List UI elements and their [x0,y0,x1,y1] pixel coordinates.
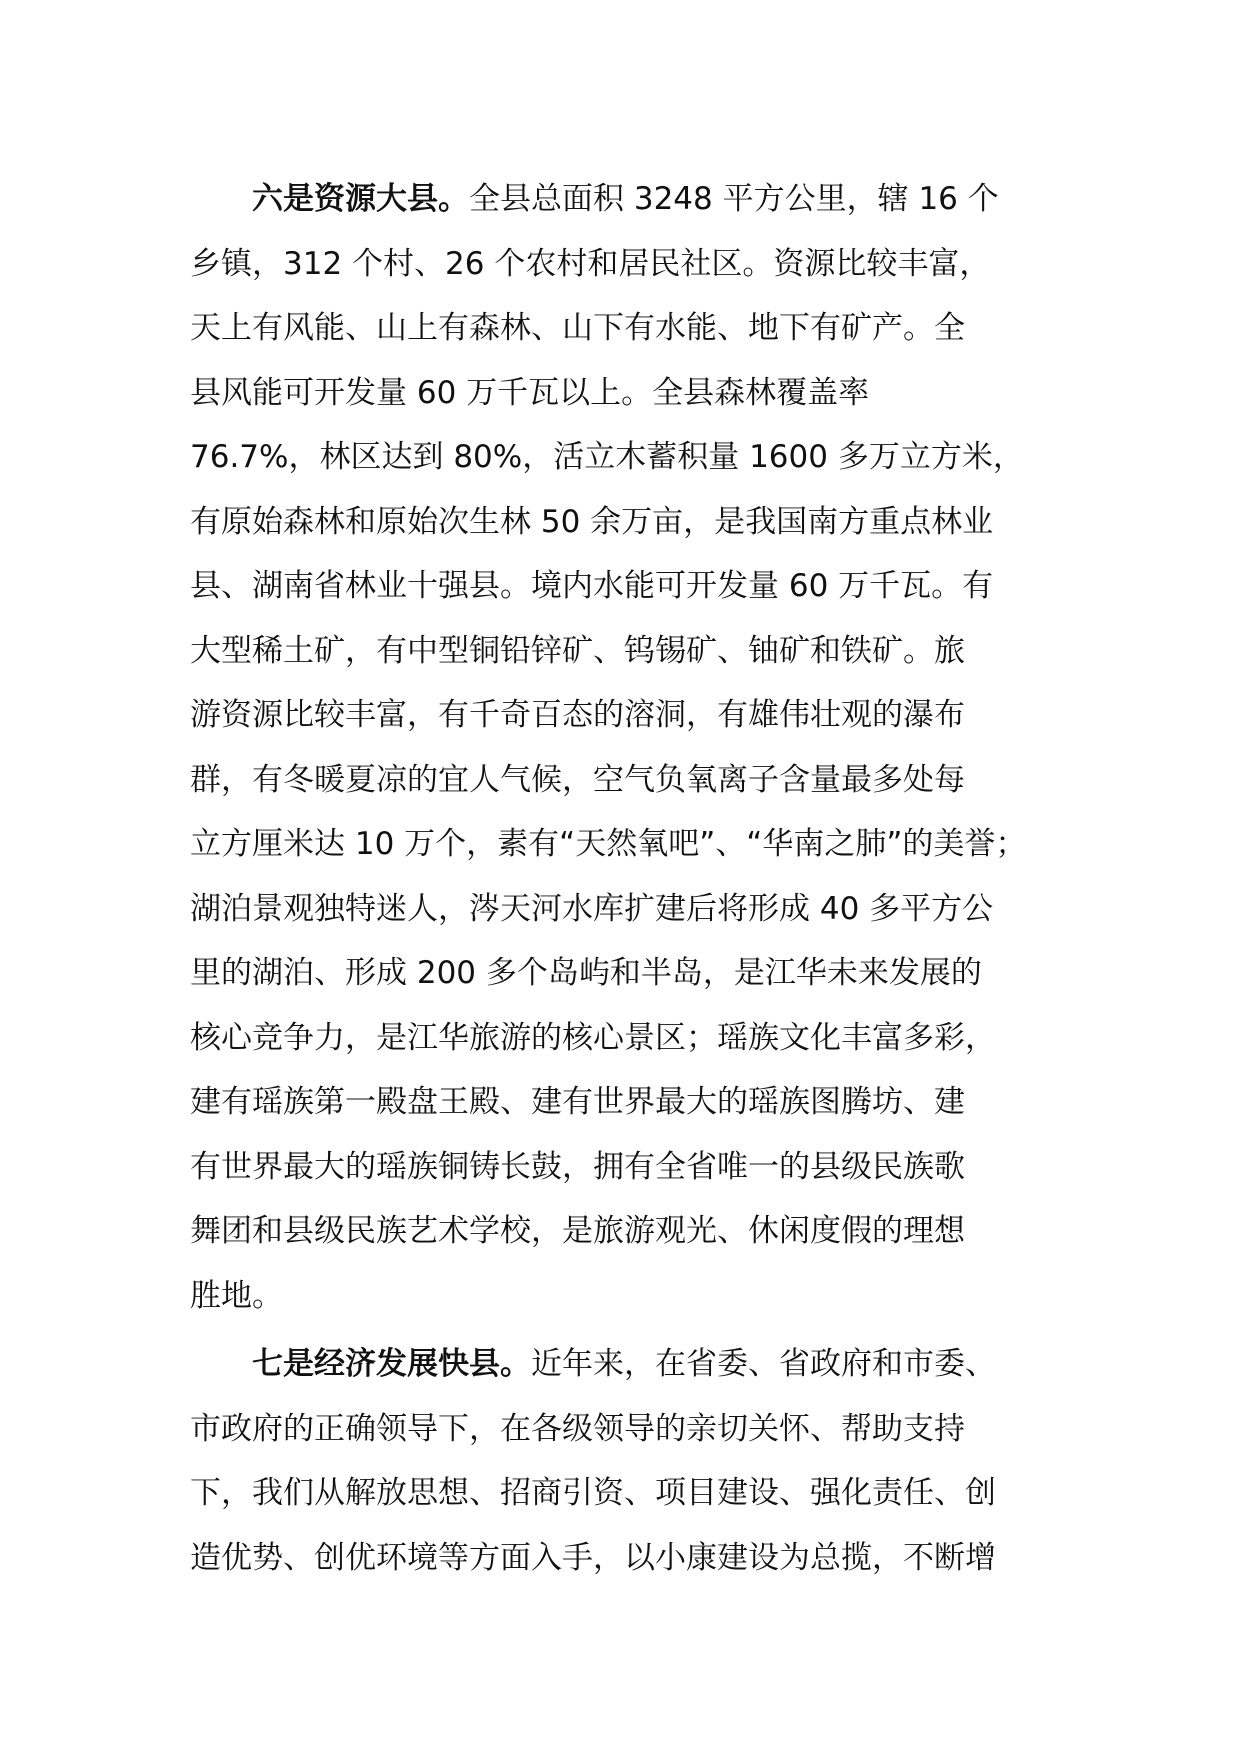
text-line: 近年来，在省委、省政府和市委、 [531,1346,996,1382]
text-line: 舞团和县级民族艺术学校，是旅游观光、休闲度假的理想 [190,1213,965,1249]
text-line: 县风能可开发量 60 万千瓦以上。全县森林覆盖率 [190,374,870,411]
text-line: 立方厘米达 10 万个，素有“天然氧吧”、“华南之肺”的美誉； [190,826,1027,862]
text-line: 湖泊景观独特迷人，涔天河水库扩建后将形成 40 多平方公 [190,890,994,927]
text-line: 全县总面积 3248 平方公里，辖 16 个 [469,181,999,217]
text-line: 有世界最大的瑶族铜铸长鼓，拥有全省唯一的县级民族歌 [190,1148,965,1185]
paragraph-heading: 六是资源大县。 [252,181,469,217]
paragraph-economy [190,1332,1070,1590]
paragraph-heading: 七是经济发展快县。 [252,1346,531,1382]
body-text [190,167,1070,1590]
text-line: 建有瑶族第一殿盘王殿、建有世界最大的瑶族图腾坊、建 [190,1084,965,1120]
text-line: 游资源比较丰富，有千奇百态的溶洞，有雄伟壮观的瀑布 [190,697,965,733]
text-line: 有原始森林和原始次生林 50 余万亩，是我国南方重点林业 [190,503,994,540]
text-line: 乡镇，312 个村、26 个农村和居民社区。资源比较丰富， [190,245,991,282]
text-line: 天上有风能、山上有森林、山下有水能、地下有矿产。全 [190,310,965,346]
text-line: 76.7%，林区达到 80%，活立木蓄积量 1600 多万立方米， [190,439,1024,475]
text-line: 核心竞争力，是江华旅游的核心景区；瑶族文化丰富多彩， [190,1019,996,1056]
text-line: 群，有冬暖夏凉的宜人气候，空气负氧离子含量最多处每 [190,761,965,798]
paragraph-first-line [190,1332,1070,1397]
text-line: 造优势、创优环境等方面入手，以小康建设为总揽，不断增 [190,1539,996,1576]
text-line: 胜地。 [190,1277,283,1314]
paragraph-first-line [190,167,1070,232]
text-line: 下，我们从解放思想、招商引资、项目建设、强化责任、创 [190,1475,996,1511]
text-line: 县、湖南省林业十强县。境内水能可开发量 60 万千瓦。有 [190,568,994,604]
text-line: 市政府的正确领导下，在各级领导的亲切关怀、帮助支持 [190,1410,965,1447]
text-line: 大型稀土矿，有中型铜铅锌矿、钨锡矿、铀矿和铁矿。旅 [190,632,965,669]
text-line: 里的湖泊、形成 200 多个岛屿和半岛，是江华未来发展的 [190,955,982,991]
paragraph-resources [190,167,1070,1328]
